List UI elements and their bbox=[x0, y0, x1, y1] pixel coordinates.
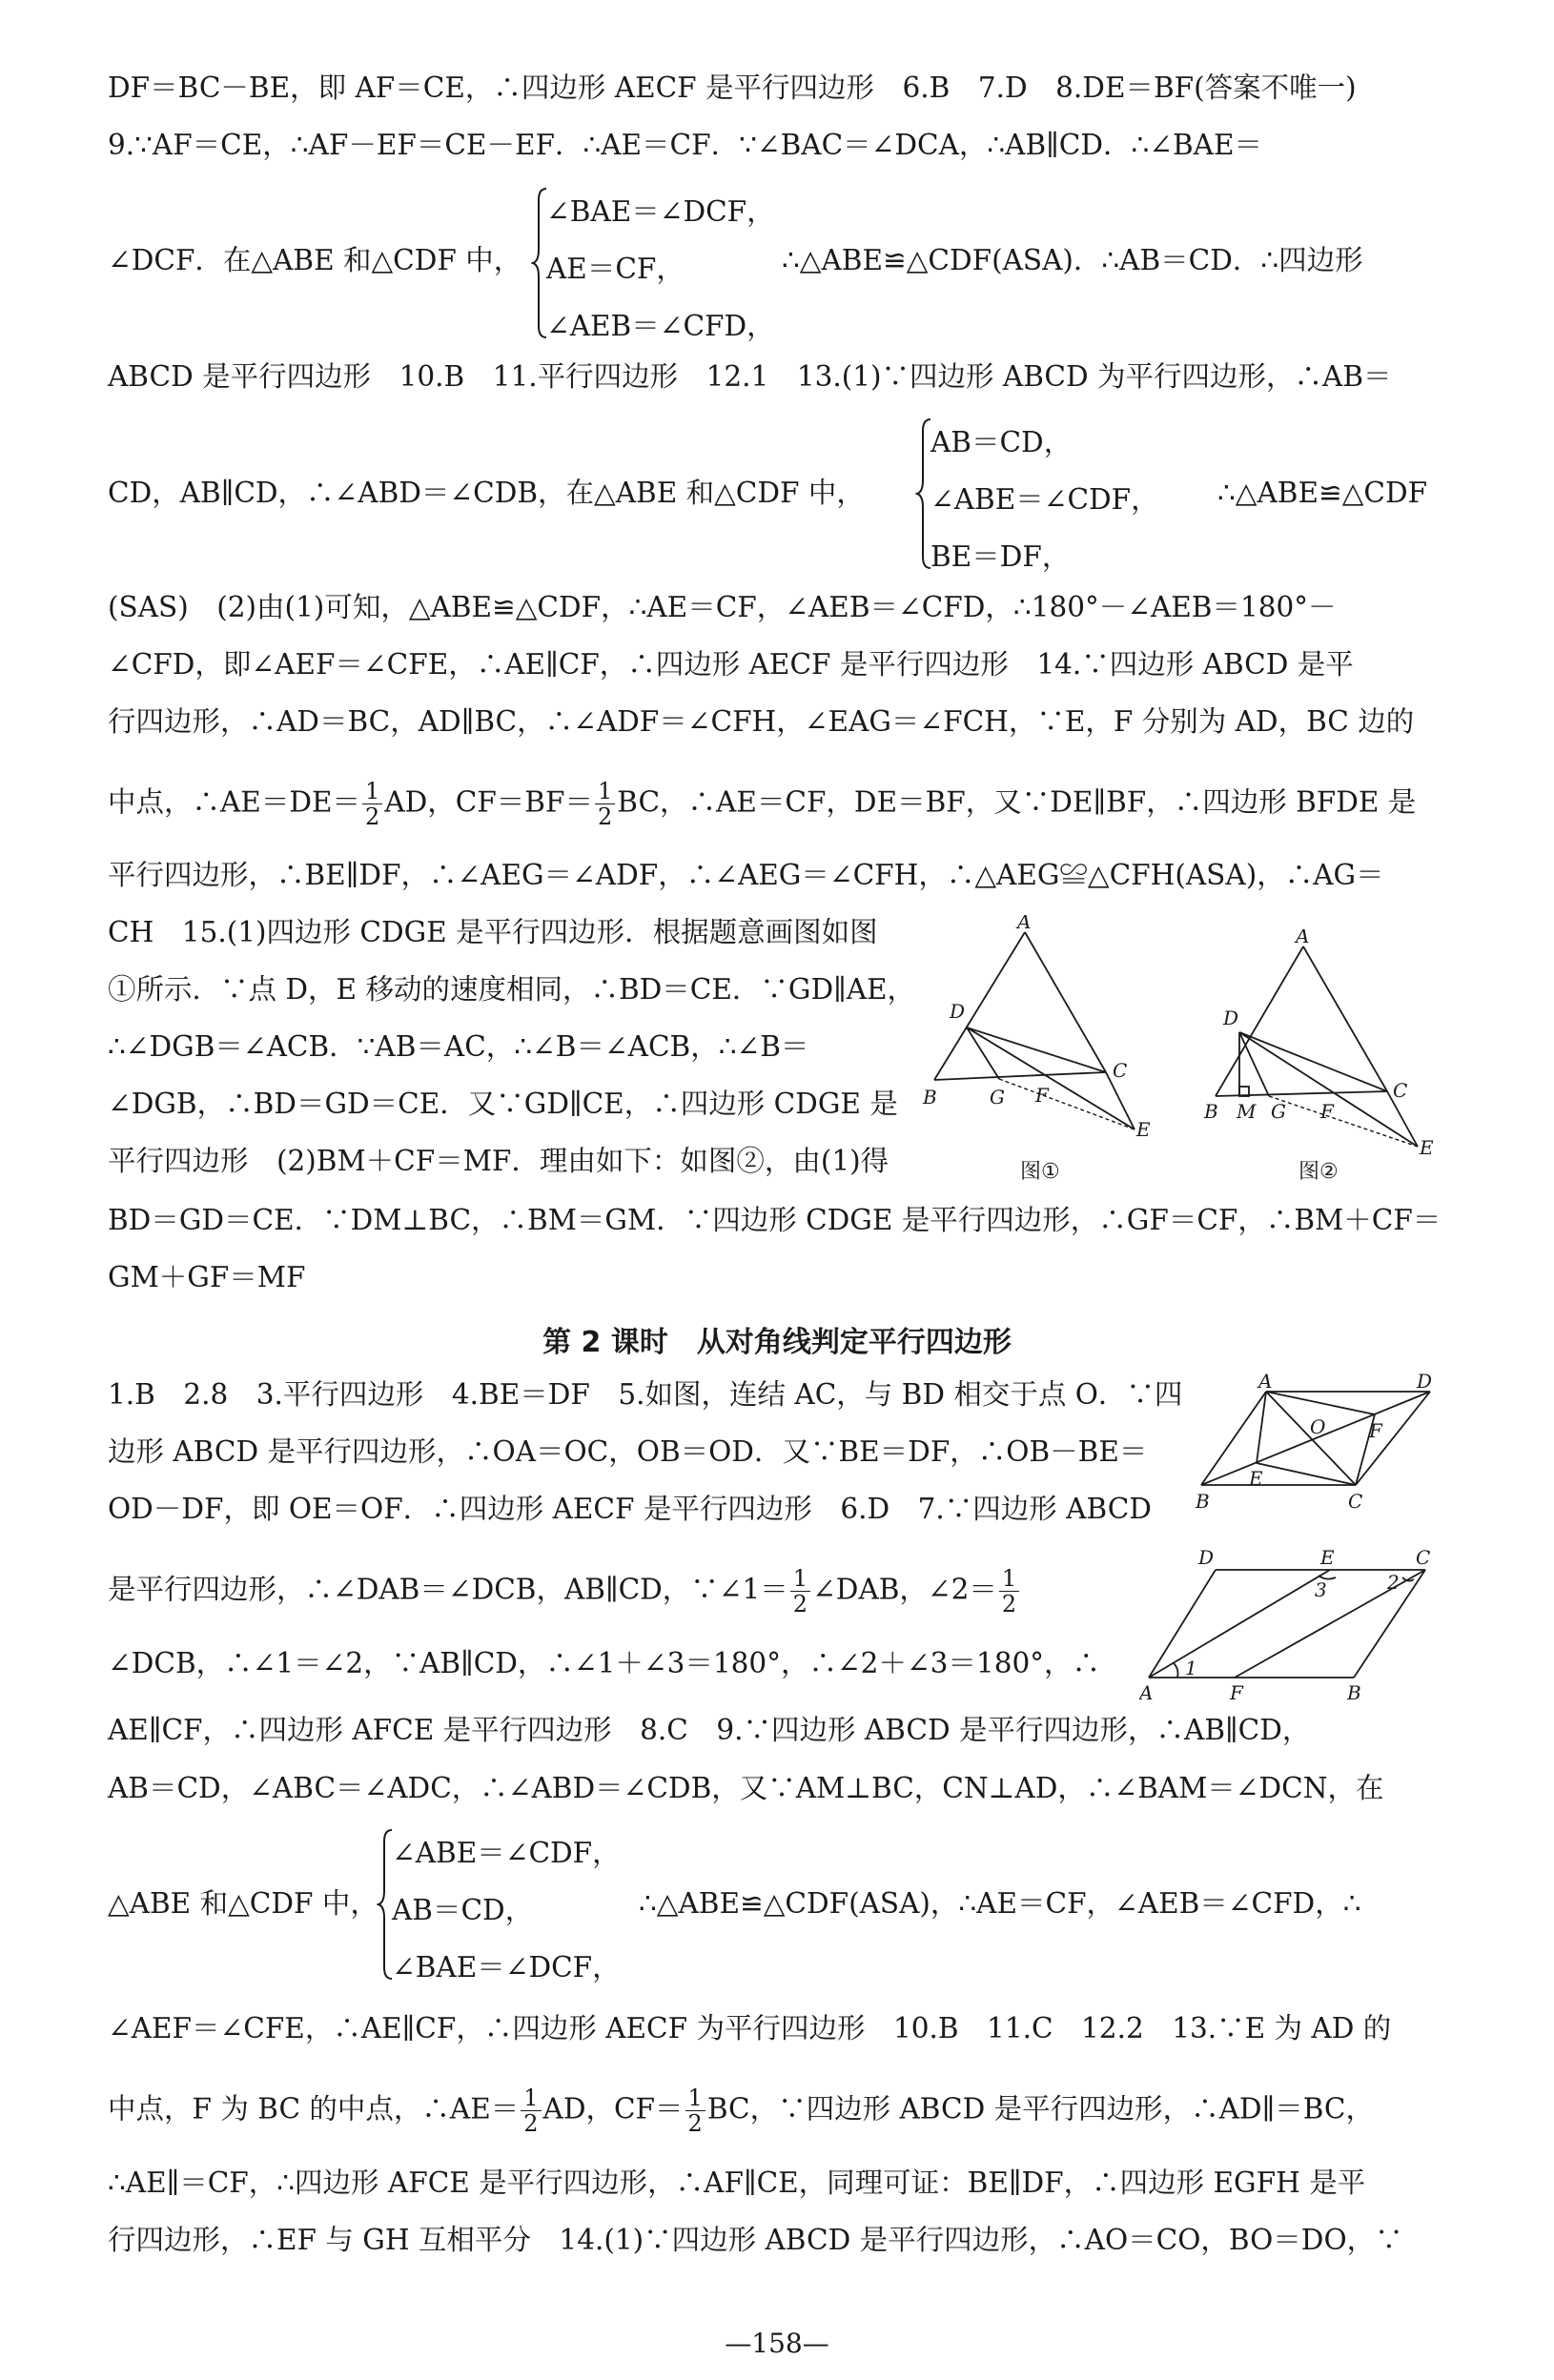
equation-system bbox=[392, 1824, 621, 1996]
figure-label: 3 bbox=[1315, 1578, 1327, 1601]
figure-label: D bbox=[1223, 1007, 1239, 1029]
equation-system bbox=[546, 183, 775, 355]
figure-label: B bbox=[1204, 1100, 1218, 1123]
equation: BE＝DF， bbox=[930, 540, 1071, 573]
figure-2-diagram bbox=[1196, 929, 1444, 1163]
figure-label: E bbox=[1136, 1118, 1151, 1141]
figure-label: A bbox=[1139, 1681, 1154, 1701]
figure-1-diagram bbox=[915, 915, 1163, 1153]
fraction: $\frac{1}{2}$ bbox=[685, 2085, 705, 2136]
text-line: ∴△ABE≌△CDF(ASA)，∴AE＝CF，∠AEB＝∠CFD，∴ bbox=[639, 1887, 1361, 1920]
figure-label: G bbox=[1271, 1100, 1286, 1123]
figure-label: G bbox=[990, 1086, 1005, 1109]
figure-label: F bbox=[1320, 1100, 1334, 1123]
text-line: ∴∠DGB＝∠ACB．∵AB＝AC，∴∠B＝∠ACB，∴∠B＝ bbox=[108, 1030, 809, 1063]
figure-label: A bbox=[1017, 915, 1032, 933]
text-line: BD＝GD＝CE．∵DM⊥BC，∴BM＝GM．∵四边形 CDGE 是平行四边形，∴GF＝CF，∴BM＋CF＝ bbox=[108, 1204, 1442, 1236]
fraction: $\frac{1}{2}$ bbox=[595, 779, 615, 829]
figure-4-diagram bbox=[1139, 1549, 1454, 1701]
fraction: $\frac{1}{2}$ bbox=[521, 2085, 541, 2136]
text-line: 9.∵AF＝CE，∴AF－EF＝CE－EF．∴AE＝CF．∵∠BAC＝∠DCA，∴AB∥CD．∴∠BAE＝ bbox=[108, 129, 1262, 161]
text-line: ∴△ABE≌△CDF(ASA)．∴AB＝CD．∴四边形 bbox=[782, 244, 1363, 276]
figure-label: A bbox=[1258, 1373, 1273, 1393]
equation: AE＝CF， bbox=[546, 253, 685, 285]
text-line: 行四边形，∴EF 与 GH 互相平分 14.(1)∵四边形 ABCD 是平行四边形，∴AO＝CO，BO＝DO，∵ bbox=[108, 2224, 1403, 2256]
figure-label: C bbox=[1348, 1490, 1363, 1513]
figure-label: D bbox=[1417, 1373, 1433, 1393]
page-number: —158— bbox=[725, 2328, 829, 2359]
figure-label: C bbox=[1113, 1059, 1128, 1082]
figure-label: E bbox=[1249, 1467, 1263, 1490]
text-line: (SAS) (2)由(1)可知，△ABE≌△CDF，∴AE＝CF，∠AEB＝∠CFD，∴180°－∠AEB＝180°－ bbox=[108, 591, 1337, 623]
text-segment: AD，CF＝BF＝ bbox=[384, 785, 593, 819]
fraction: $\frac{1}{2}$ bbox=[362, 779, 382, 829]
figure-label: E bbox=[1420, 1136, 1434, 1159]
text-segment: 中点，F 为 BC 的中点，∴AE＝ bbox=[108, 2092, 520, 2126]
figure-label: D bbox=[950, 1000, 966, 1023]
fraction: $\frac{1}{2}$ bbox=[790, 1566, 810, 1617]
text-line: 1.B 2.8 3.平行四边形 4.BE＝DF 5.如图，连结 AC，与 BD 相交于点 O．∵四 bbox=[108, 1378, 1183, 1411]
text-line: ∠DCB，∴∠1＝∠2，∵AB∥CD，∴∠1＋∠3＝180°，∴∠2＋∠3＝180°，∴ bbox=[108, 1647, 1100, 1679]
text-line: CD，AB∥CD，∴∠ABD＝∠CDB，在△ABE 和△CDF 中， bbox=[108, 477, 865, 509]
text-line: ∠DGB，∴BD＝GD＝CE．又∵GD∥CE，∴四边形 CDGE 是 bbox=[108, 1088, 898, 1120]
text-segment: BC，∵四边形 ABCD 是平行四边形，∴AD∥＝BC， bbox=[706, 2092, 1374, 2126]
figure-label: A bbox=[1296, 929, 1310, 947]
text-line: 平行四边形 (2)BM＋CF＝MF．理由如下：如图②，由(1)得 bbox=[108, 1145, 889, 1177]
text-line: GM＋GF＝MF bbox=[108, 1261, 306, 1293]
figure-label: O bbox=[1310, 1415, 1326, 1438]
text-segment: 中点，∴AE＝DE＝ bbox=[108, 785, 361, 819]
text-segment: AD，CF＝ bbox=[542, 2092, 684, 2126]
figure-label: E bbox=[1320, 1549, 1335, 1569]
text-line: AB＝CD，∠ABC＝∠ADC，∴∠ABD＝∠CDB，又∵AM⊥BC，CN⊥AD，∴∠BAM＝∠DCN，在 bbox=[108, 1772, 1384, 1804]
text-segment: ∠DAB，∠2＝ bbox=[812, 1573, 997, 1606]
text-segment: 是平行四边形，∴∠DAB＝∠DCB，AB∥CD，∵∠1＝ bbox=[108, 1573, 788, 1606]
text-line: AE∥CF，∴四边形 AFCE 是平行四边形 8.C 9.∵四边形 ABCD 是平行四边形，∴AB∥CD， bbox=[108, 1714, 1311, 1746]
equation: AB＝CD， bbox=[392, 1894, 534, 1926]
figure-label: F bbox=[1230, 1681, 1243, 1701]
figure-label: B bbox=[1347, 1681, 1361, 1701]
figure-3-diagram bbox=[1192, 1373, 1449, 1520]
text-line: ∠DCF．在△ABE 和△CDF 中， bbox=[108, 244, 522, 276]
text-line bbox=[108, 779, 1416, 829]
text-line: CH 15.(1)四边形 CDGE 是平行四边形．根据题意画图如图 bbox=[108, 916, 878, 948]
text-line: OD－DF，即 OE＝OF．∴四边形 AECF 是平行四边形 6.D 7.∵四边形 ABCD bbox=[108, 1493, 1152, 1525]
text-line: ∴△ABE≌△CDF bbox=[1217, 477, 1428, 509]
text-line bbox=[108, 2085, 1374, 2136]
equation: ∠BAE＝∠DCF， bbox=[392, 1951, 621, 1983]
figure-label: C bbox=[1416, 1549, 1431, 1569]
figure-label: B bbox=[1196, 1490, 1210, 1513]
text-line bbox=[108, 1566, 1021, 1617]
text-line: ∠CFD，即∠AEF＝∠CFE，∴AE∥CF，∴四边形 AECF 是平行四边形 14.∵四边形 ABCD 是平 bbox=[108, 648, 1354, 681]
figure-label: F bbox=[1369, 1419, 1382, 1442]
figure-label: B bbox=[923, 1086, 937, 1109]
equation: ∠AEB＝∠CFD， bbox=[546, 310, 775, 342]
equation: ∠ABE＝∠CDF， bbox=[392, 1837, 621, 1869]
section-title: 第 2 课时 从对角线判定平行四边形 bbox=[542, 1326, 1012, 1359]
equation: ∠BAE＝∠DCF， bbox=[546, 195, 775, 228]
figure-2-caption: 图② bbox=[1298, 1160, 1339, 1184]
text-line: ∴AE∥＝CF，∴四边形 AFCE 是平行四边形，∴AF∥CE，同理可证：BE∥DF，∴四边形 EGFH 是平 bbox=[108, 2166, 1366, 2199]
text-line: 边形 ABCD 是平行四边形，∴OA＝OC，OB＝OD．又∵BE＝DF，∴OB－BE＝ bbox=[108, 1435, 1148, 1468]
text-segment: BC，∴AE＝CF，DE＝BF，又∵DE∥BF，∴四边形 BFDE 是 bbox=[617, 785, 1417, 819]
text-line: ∠AEF＝∠CFE，∴AE∥CF，∴四边形 AECF 为平行四边形 10.B 11.C 12.2 13.∵E 为 AD 的 bbox=[108, 2012, 1392, 2044]
figure-label: D bbox=[1198, 1549, 1215, 1569]
text-line: DF＝BC－BE，即 AF＝CE，∴四边形 AECF 是平行四边形 6.B 7.D 8.DE＝BF(答案不唯一) bbox=[108, 71, 1357, 104]
figure-label: F bbox=[1035, 1084, 1049, 1107]
figure-label: 1 bbox=[1185, 1657, 1197, 1679]
figure-label: C bbox=[1393, 1079, 1408, 1102]
equation: ∠ABE＝∠CDF， bbox=[930, 483, 1159, 516]
text-line: △ABE 和△CDF 中， bbox=[108, 1887, 378, 1920]
text-line: ①所示．∵点 D，E 移动的速度相同，∴BD＝CE．∵GD∥AE， bbox=[108, 973, 916, 1006]
equation: AB＝CD， bbox=[930, 426, 1073, 458]
figure-label: 2 bbox=[1387, 1571, 1400, 1594]
equation-system bbox=[930, 414, 1159, 585]
text-line: 平行四边形，∴BE∥DF，∴∠AEG＝∠ADF，∴∠AEG＝∠CFH，∴△AEG≌△CFH(ASA)，∴AG＝ bbox=[108, 859, 1384, 891]
figure-1-caption: 图① bbox=[1020, 1160, 1060, 1184]
figure-label: M bbox=[1237, 1100, 1257, 1123]
text-line: 行四边形，∴AD＝BC，AD∥BC，∴∠ADF＝∠CFH，∠EAG＝∠FCH，∵E，F 分别为 AD，BC 边的 bbox=[108, 705, 1415, 738]
text-line: ABCD 是平行四边形 10.B 11.平行四边形 12.1 13.(1)∵四边形 ABCD 为平行四边形，∴AB＝ bbox=[108, 360, 1392, 393]
fraction: $\frac{1}{2}$ bbox=[999, 1566, 1019, 1617]
